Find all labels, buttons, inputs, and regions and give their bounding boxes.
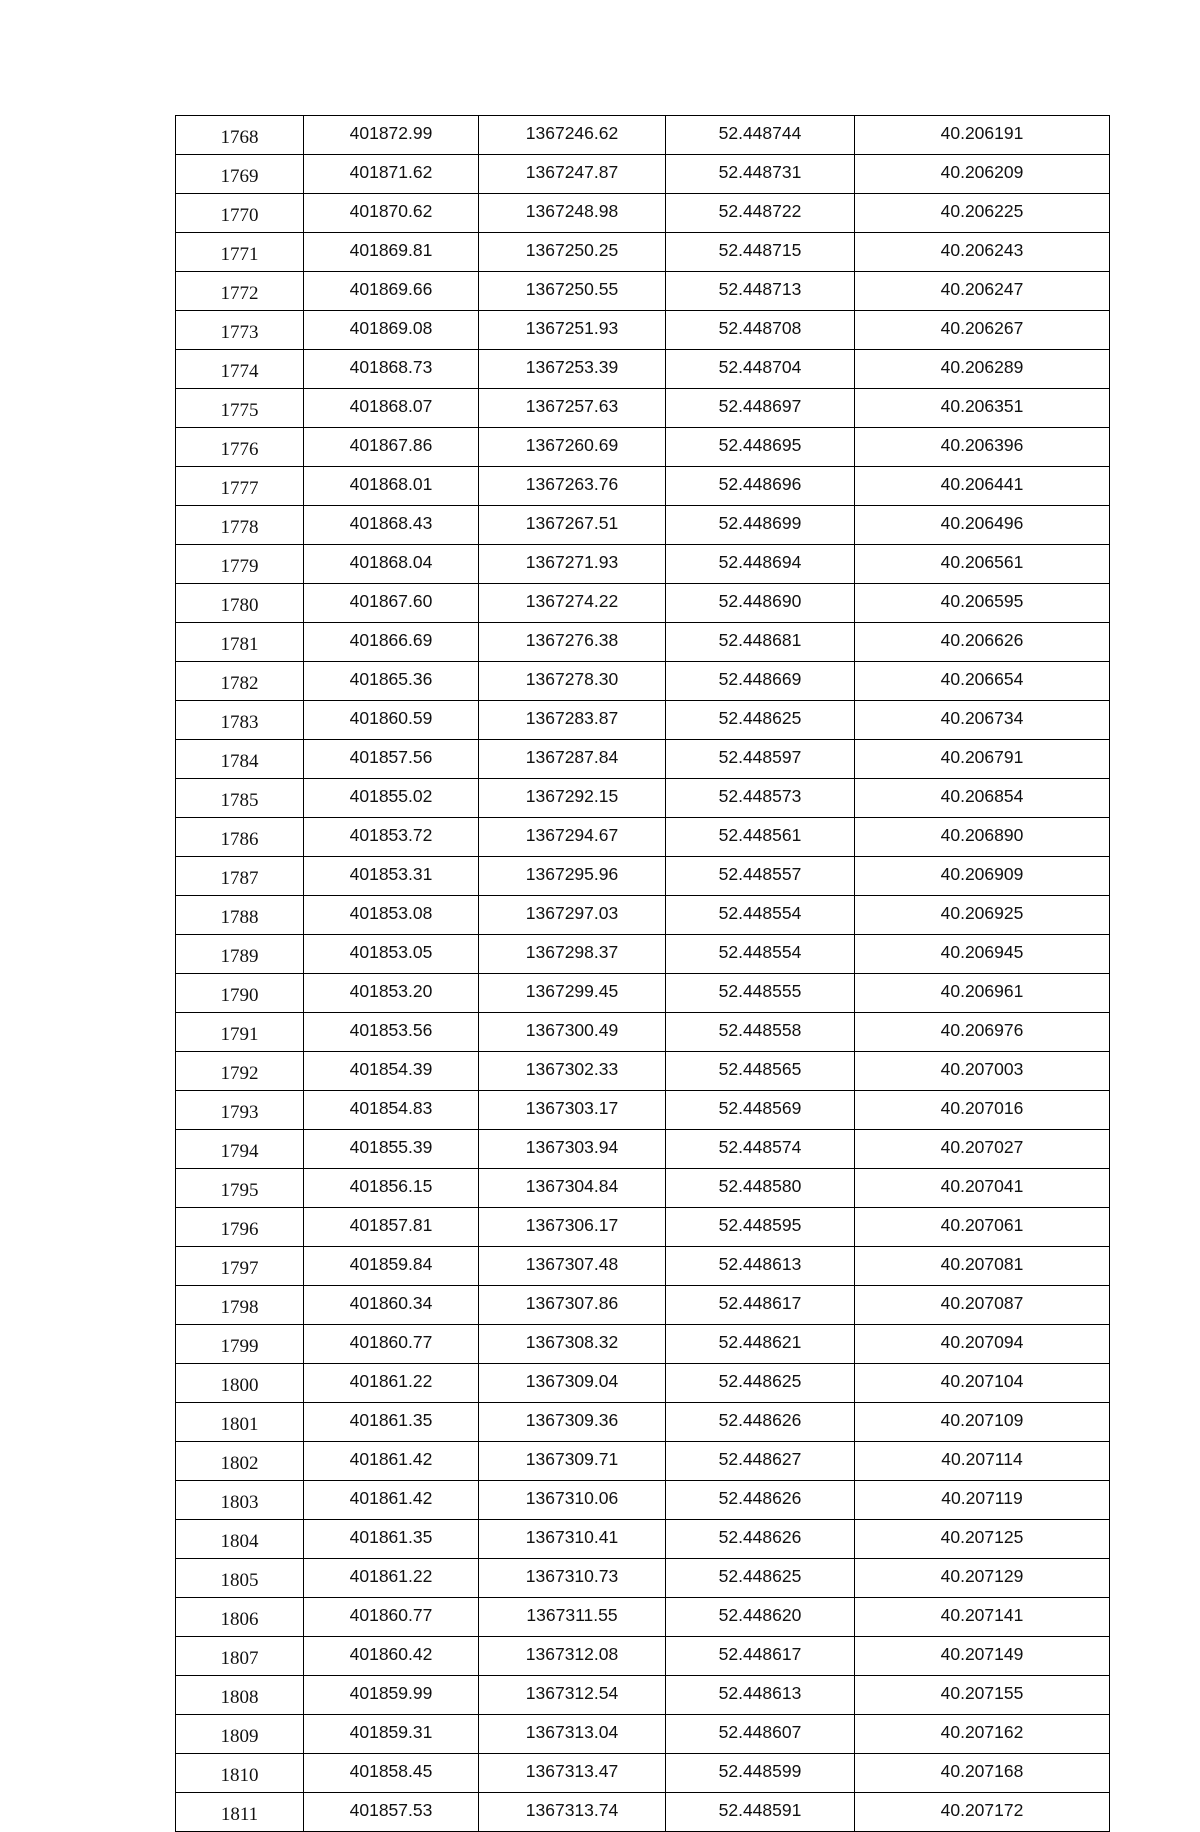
longitude-cell: 40.206626 [855,623,1110,662]
longitude-cell: 40.206925 [855,896,1110,935]
y-coordinate-cell: 1367267.51 [479,506,666,545]
x-coordinate-cell: 401860.77 [304,1598,479,1637]
longitude-cell: 40.207162 [855,1715,1110,1754]
y-coordinate-cell: 1367287.84 [479,740,666,779]
x-coordinate-cell: 401854.83 [304,1091,479,1130]
table-row [176,272,1110,311]
latitude-cell: 52.448731 [666,155,855,194]
latitude-cell: 52.448599 [666,1754,855,1793]
x-coordinate-cell: 401861.22 [304,1364,479,1403]
longitude-cell: 40.206976 [855,1013,1110,1052]
latitude-cell: 52.448626 [666,1481,855,1520]
x-coordinate-cell: 401857.56 [304,740,479,779]
longitude-cell: 40.206289 [855,350,1110,389]
point-number-cell: 1772 [176,272,304,311]
point-number-cell: 1774 [176,350,304,389]
coordinates-table-body [176,116,1110,1832]
y-coordinate-cell: 1367304.84 [479,1169,666,1208]
y-coordinate-cell: 1367309.71 [479,1442,666,1481]
table-row [176,1364,1110,1403]
point-number-cell: 1803 [176,1481,304,1520]
x-coordinate-cell: 401853.20 [304,974,479,1013]
point-number-cell: 1783 [176,701,304,740]
longitude-cell: 40.207061 [855,1208,1110,1247]
y-coordinate-cell: 1367246.62 [479,116,666,155]
x-coordinate-cell: 401859.31 [304,1715,479,1754]
point-number-cell: 1809 [176,1715,304,1754]
y-coordinate-cell: 1367302.33 [479,1052,666,1091]
table-row [176,350,1110,389]
point-number-cell: 1785 [176,779,304,818]
table-row [176,1754,1110,1793]
y-coordinate-cell: 1367307.86 [479,1286,666,1325]
table-row [176,1481,1110,1520]
y-coordinate-cell: 1367303.94 [479,1130,666,1169]
point-number-cell: 1787 [176,857,304,896]
x-coordinate-cell: 401872.99 [304,116,479,155]
latitude-cell: 52.448669 [666,662,855,701]
x-coordinate-cell: 401869.81 [304,233,479,272]
y-coordinate-cell: 1367297.03 [479,896,666,935]
x-coordinate-cell: 401858.45 [304,1754,479,1793]
point-number-cell: 1775 [176,389,304,428]
latitude-cell: 52.448694 [666,545,855,584]
table-row [176,818,1110,857]
y-coordinate-cell: 1367276.38 [479,623,666,662]
x-coordinate-cell: 401869.66 [304,272,479,311]
table-row [176,428,1110,467]
x-coordinate-cell: 401868.04 [304,545,479,584]
y-coordinate-cell: 1367263.76 [479,467,666,506]
point-number-cell: 1777 [176,467,304,506]
point-number-cell: 1802 [176,1442,304,1481]
point-number-cell: 1796 [176,1208,304,1247]
table-row [176,1325,1110,1364]
latitude-cell: 52.448555 [666,974,855,1013]
y-coordinate-cell: 1367308.32 [479,1325,666,1364]
y-coordinate-cell: 1367306.17 [479,1208,666,1247]
point-number-cell: 1799 [176,1325,304,1364]
longitude-cell: 40.206247 [855,272,1110,311]
latitude-cell: 52.448580 [666,1169,855,1208]
x-coordinate-cell: 401866.69 [304,623,479,662]
y-coordinate-cell: 1367310.06 [479,1481,666,1520]
latitude-cell: 52.448613 [666,1676,855,1715]
table-row [176,545,1110,584]
table-row [176,1637,1110,1676]
longitude-cell: 40.206441 [855,467,1110,506]
y-coordinate-cell: 1367303.17 [479,1091,666,1130]
latitude-cell: 52.448722 [666,194,855,233]
x-coordinate-cell: 401853.05 [304,935,479,974]
longitude-cell: 40.207149 [855,1637,1110,1676]
latitude-cell: 52.448569 [666,1091,855,1130]
y-coordinate-cell: 1367248.98 [479,194,666,233]
y-coordinate-cell: 1367309.04 [479,1364,666,1403]
x-coordinate-cell: 401853.08 [304,896,479,935]
x-coordinate-cell: 401868.73 [304,350,479,389]
y-coordinate-cell: 1367300.49 [479,1013,666,1052]
longitude-cell: 40.207003 [855,1052,1110,1091]
latitude-cell: 52.448617 [666,1286,855,1325]
longitude-cell: 40.206209 [855,155,1110,194]
x-coordinate-cell: 401860.59 [304,701,479,740]
y-coordinate-cell: 1367250.25 [479,233,666,272]
x-coordinate-cell: 401854.39 [304,1052,479,1091]
table-row [176,467,1110,506]
point-number-cell: 1793 [176,1091,304,1130]
y-coordinate-cell: 1367283.87 [479,701,666,740]
x-coordinate-cell: 401859.84 [304,1247,479,1286]
point-number-cell: 1778 [176,506,304,545]
longitude-cell: 40.206225 [855,194,1110,233]
x-coordinate-cell: 401861.42 [304,1442,479,1481]
y-coordinate-cell: 1367307.48 [479,1247,666,1286]
table-row [176,974,1110,1013]
x-coordinate-cell: 401869.08 [304,311,479,350]
x-coordinate-cell: 401855.02 [304,779,479,818]
point-number-cell: 1782 [176,662,304,701]
latitude-cell: 52.448613 [666,1247,855,1286]
latitude-cell: 52.448554 [666,896,855,935]
x-coordinate-cell: 401865.36 [304,662,479,701]
longitude-cell: 40.207168 [855,1754,1110,1793]
table-row [176,1715,1110,1754]
table-row [176,779,1110,818]
longitude-cell: 40.206243 [855,233,1110,272]
table-row [176,1169,1110,1208]
longitude-cell: 40.206396 [855,428,1110,467]
longitude-cell: 40.207172 [855,1793,1110,1832]
x-coordinate-cell: 401861.42 [304,1481,479,1520]
longitude-cell: 40.207027 [855,1130,1110,1169]
longitude-cell: 40.206909 [855,857,1110,896]
y-coordinate-cell: 1367292.15 [479,779,666,818]
latitude-cell: 52.448595 [666,1208,855,1247]
x-coordinate-cell: 401868.43 [304,506,479,545]
latitude-cell: 52.448695 [666,428,855,467]
longitude-cell: 40.207114 [855,1442,1110,1481]
point-number-cell: 1779 [176,545,304,584]
longitude-cell: 40.207109 [855,1403,1110,1442]
point-number-cell: 1797 [176,1247,304,1286]
x-coordinate-cell: 401855.39 [304,1130,479,1169]
point-number-cell: 1807 [176,1637,304,1676]
y-coordinate-cell: 1367278.30 [479,662,666,701]
latitude-cell: 52.448626 [666,1403,855,1442]
x-coordinate-cell: 401867.86 [304,428,479,467]
x-coordinate-cell: 401859.99 [304,1676,479,1715]
longitude-cell: 40.206961 [855,974,1110,1013]
point-number-cell: 1780 [176,584,304,623]
latitude-cell: 52.448620 [666,1598,855,1637]
point-number-cell: 1786 [176,818,304,857]
longitude-cell: 40.207129 [855,1559,1110,1598]
table-row [176,857,1110,896]
y-coordinate-cell: 1367294.67 [479,818,666,857]
y-coordinate-cell: 1367247.87 [479,155,666,194]
latitude-cell: 52.448561 [666,818,855,857]
latitude-cell: 52.448744 [666,116,855,155]
point-number-cell: 1792 [176,1052,304,1091]
point-number-cell: 1804 [176,1520,304,1559]
coordinates-table [175,115,1110,1832]
x-coordinate-cell: 401857.53 [304,1793,479,1832]
point-number-cell: 1784 [176,740,304,779]
latitude-cell: 52.448704 [666,350,855,389]
longitude-cell: 40.207016 [855,1091,1110,1130]
x-coordinate-cell: 401861.22 [304,1559,479,1598]
table-row [176,1793,1110,1832]
y-coordinate-cell: 1367313.04 [479,1715,666,1754]
longitude-cell: 40.207119 [855,1481,1110,1520]
table-row [176,389,1110,428]
y-coordinate-cell: 1367298.37 [479,935,666,974]
latitude-cell: 52.448573 [666,779,855,818]
y-coordinate-cell: 1367312.54 [479,1676,666,1715]
y-coordinate-cell: 1367309.36 [479,1403,666,1442]
latitude-cell: 52.448574 [666,1130,855,1169]
table-row [176,1091,1110,1130]
table-row [176,662,1110,701]
x-coordinate-cell: 401853.56 [304,1013,479,1052]
y-coordinate-cell: 1367250.55 [479,272,666,311]
point-number-cell: 1781 [176,623,304,662]
point-number-cell: 1810 [176,1754,304,1793]
table-row [176,194,1110,233]
table-row [176,701,1110,740]
point-number-cell: 1794 [176,1130,304,1169]
table-row [176,935,1110,974]
longitude-cell: 40.206561 [855,545,1110,584]
latitude-cell: 52.448626 [666,1520,855,1559]
point-number-cell: 1788 [176,896,304,935]
y-coordinate-cell: 1367271.93 [479,545,666,584]
longitude-cell: 40.207125 [855,1520,1110,1559]
latitude-cell: 52.448597 [666,740,855,779]
point-number-cell: 1770 [176,194,304,233]
y-coordinate-cell: 1367310.73 [479,1559,666,1598]
longitude-cell: 40.206351 [855,389,1110,428]
latitude-cell: 52.448625 [666,1364,855,1403]
point-number-cell: 1789 [176,935,304,974]
y-coordinate-cell: 1367251.93 [479,311,666,350]
point-number-cell: 1798 [176,1286,304,1325]
longitude-cell: 40.207041 [855,1169,1110,1208]
latitude-cell: 52.448715 [666,233,855,272]
longitude-cell: 40.207141 [855,1598,1110,1637]
table-row [176,1208,1110,1247]
x-coordinate-cell: 401861.35 [304,1403,479,1442]
table-row [176,116,1110,155]
latitude-cell: 52.448713 [666,272,855,311]
point-number-cell: 1773 [176,311,304,350]
point-number-cell: 1776 [176,428,304,467]
point-number-cell: 1811 [176,1793,304,1832]
latitude-cell: 52.448617 [666,1637,855,1676]
longitude-cell: 40.207081 [855,1247,1110,1286]
y-coordinate-cell: 1367312.08 [479,1637,666,1676]
latitude-cell: 52.448690 [666,584,855,623]
table-row [176,1286,1110,1325]
table-row [176,1520,1110,1559]
x-coordinate-cell: 401853.31 [304,857,479,896]
x-coordinate-cell: 401861.35 [304,1520,479,1559]
y-coordinate-cell: 1367299.45 [479,974,666,1013]
point-number-cell: 1805 [176,1559,304,1598]
y-coordinate-cell: 1367253.39 [479,350,666,389]
x-coordinate-cell: 401870.62 [304,194,479,233]
latitude-cell: 52.448681 [666,623,855,662]
y-coordinate-cell: 1367274.22 [479,584,666,623]
y-coordinate-cell: 1367311.55 [479,1598,666,1637]
table-row [176,584,1110,623]
table-row [176,311,1110,350]
x-coordinate-cell: 401868.07 [304,389,479,428]
point-number-cell: 1769 [176,155,304,194]
point-number-cell: 1790 [176,974,304,1013]
table-row [176,1052,1110,1091]
x-coordinate-cell: 401860.77 [304,1325,479,1364]
y-coordinate-cell: 1367313.47 [479,1754,666,1793]
longitude-cell: 40.206945 [855,935,1110,974]
latitude-cell: 52.448625 [666,1559,855,1598]
latitude-cell: 52.448696 [666,467,855,506]
latitude-cell: 52.448708 [666,311,855,350]
latitude-cell: 52.448699 [666,506,855,545]
table-row [176,740,1110,779]
table-row [176,233,1110,272]
table-row [176,623,1110,662]
longitude-cell: 40.206791 [855,740,1110,779]
table-row [176,1598,1110,1637]
y-coordinate-cell: 1367313.74 [479,1793,666,1832]
longitude-cell: 40.206496 [855,506,1110,545]
latitude-cell: 52.448591 [666,1793,855,1832]
x-coordinate-cell: 401853.72 [304,818,479,857]
longitude-cell: 40.207155 [855,1676,1110,1715]
table-row [176,1403,1110,1442]
latitude-cell: 52.448607 [666,1715,855,1754]
latitude-cell: 52.448557 [666,857,855,896]
y-coordinate-cell: 1367260.69 [479,428,666,467]
table-row [176,1559,1110,1598]
y-coordinate-cell: 1367257.63 [479,389,666,428]
point-number-cell: 1800 [176,1364,304,1403]
longitude-cell: 40.206267 [855,311,1110,350]
x-coordinate-cell: 401856.15 [304,1169,479,1208]
latitude-cell: 52.448697 [666,389,855,428]
x-coordinate-cell: 401867.60 [304,584,479,623]
table-row [176,506,1110,545]
longitude-cell: 40.206654 [855,662,1110,701]
table-row [176,1676,1110,1715]
x-coordinate-cell: 401860.42 [304,1637,479,1676]
table-row [176,1130,1110,1169]
y-coordinate-cell: 1367310.41 [479,1520,666,1559]
x-coordinate-cell: 401871.62 [304,155,479,194]
latitude-cell: 52.448625 [666,701,855,740]
table-row [176,155,1110,194]
table-row [176,1013,1110,1052]
x-coordinate-cell: 401860.34 [304,1286,479,1325]
longitude-cell: 40.207094 [855,1325,1110,1364]
point-number-cell: 1771 [176,233,304,272]
point-number-cell: 1808 [176,1676,304,1715]
longitude-cell: 40.206595 [855,584,1110,623]
x-coordinate-cell: 401868.01 [304,467,479,506]
point-number-cell: 1768 [176,116,304,155]
point-number-cell: 1806 [176,1598,304,1637]
longitude-cell: 40.206854 [855,779,1110,818]
table-row [176,1442,1110,1481]
longitude-cell: 40.206734 [855,701,1110,740]
longitude-cell: 40.206890 [855,818,1110,857]
latitude-cell: 52.448558 [666,1013,855,1052]
latitude-cell: 52.448627 [666,1442,855,1481]
point-number-cell: 1801 [176,1403,304,1442]
point-number-cell: 1791 [176,1013,304,1052]
x-coordinate-cell: 401857.81 [304,1208,479,1247]
longitude-cell: 40.207104 [855,1364,1110,1403]
latitude-cell: 52.448565 [666,1052,855,1091]
point-number-cell: 1795 [176,1169,304,1208]
table-row [176,1247,1110,1286]
y-coordinate-cell: 1367295.96 [479,857,666,896]
latitude-cell: 52.448554 [666,935,855,974]
table-row [176,896,1110,935]
latitude-cell: 52.448621 [666,1325,855,1364]
longitude-cell: 40.206191 [855,116,1110,155]
longitude-cell: 40.207087 [855,1286,1110,1325]
